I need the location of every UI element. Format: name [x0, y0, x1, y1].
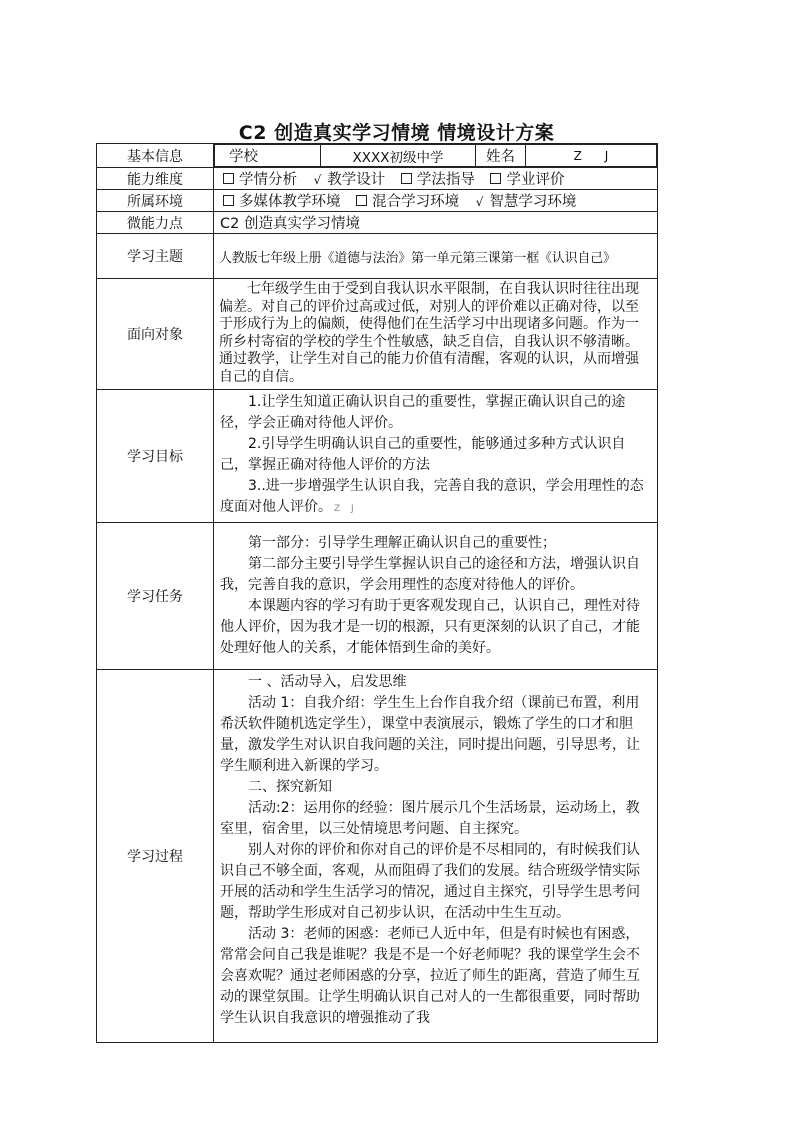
- row-goals: [97, 389, 658, 522]
- row-basic-info: [97, 144, 658, 168]
- row-audience: [97, 279, 658, 390]
- ability-option-evaluation[interactable]: 学业评价: [487, 172, 564, 188]
- process-item: 别人对你的评价和你对自己的评价是不尽相同的，有时候我们认识自己不够全面，客观，从而阻碍了我们的发展。结合班级学情实际开展的活动和学生生活学习的情况，通过自主探究，引导学生思考问题，帮助学生形成对自己初步认识，在活动中生生互动。: [220, 841, 640, 921]
- process-item: 二、探究新知: [248, 778, 332, 795]
- ability-options: [214, 168, 658, 190]
- label-process: 学习过程: [97, 669, 214, 1042]
- ability-option-analysis[interactable]: 学情分析: [220, 172, 297, 188]
- goal-item: 2.引导学生明确认识自己的重要性，能够通过多种方式认识自己，掌握正确对待他人评价的方法: [220, 435, 626, 473]
- row-process: [97, 669, 658, 1042]
- env-option-smart[interactable]: √ 智慧学习环境: [475, 194, 577, 210]
- label-tasks: 学习任务: [97, 522, 214, 669]
- env-option-multimedia[interactable]: 多媒体教学环境: [220, 194, 341, 210]
- name-value: Z J: [526, 145, 657, 167]
- checkbox-unchecked-icon: [401, 173, 412, 184]
- checkbox-unchecked-icon: [223, 173, 234, 184]
- row-topic: [97, 234, 658, 279]
- checkbox-unchecked-icon: [490, 173, 501, 184]
- task-item: 第二部分主要引导学生掌握认识自己的途径和方法，增强认识自我，完善自我的意识，学会用理性的态度对待他人的评价。: [220, 555, 640, 593]
- label-basic-info: 基本信息: [97, 144, 214, 168]
- label-micro-ability: 微能力点: [97, 212, 214, 234]
- process-item: 活动 1：自我介绍：学生生上台作自我介绍（课前已布置，利用希沃软件随机选定学生），课堂中表演展示，锻炼了学生的口才和胆量，激发学生对认识自我问题的关注，同时提出问题，引导思考，让学生顺利进入新课的学习。: [220, 694, 640, 774]
- check-mark-icon: √: [313, 173, 322, 187]
- process-item: 一 、活动导入，启发思维: [248, 673, 407, 690]
- watermark: Z J: [334, 503, 358, 514]
- env-option-blended[interactable]: 混合学习环境: [353, 194, 459, 210]
- checkbox-unchecked-icon: [356, 195, 367, 206]
- goal-item: 1.让学生知道正确认识自己的重要性，掌握正确认识自己的途径，学会正确对待他人评价。: [220, 393, 626, 431]
- label-ability: 能力维度: [97, 168, 214, 190]
- row-micro-ability: [97, 212, 658, 234]
- goal-item: 3..进一步增强学生认识自我，完善自我的意识，学会用理性的态度面对他人评价。 Z J: [220, 477, 644, 515]
- task-item: 第一部分：引导学生理解正确认识自己的重要性；: [248, 534, 556, 551]
- design-table: [96, 143, 658, 1043]
- name-label: 姓名: [476, 145, 526, 167]
- label-audience: 面向对象: [97, 279, 214, 390]
- row-tasks: [97, 522, 658, 669]
- label-goals: 学习目标: [97, 389, 214, 522]
- ability-option-guidance[interactable]: 学法指导: [398, 172, 475, 188]
- ability-option-design[interactable]: √ 教学设计: [313, 172, 386, 188]
- task-item: 本课题内容的学习有助于更客观发现自己，认识自己，理性对待他人评价，因为我才是一切的根源，只有更深刻的认识了自己，才能处理好他人的关系，才能体悟到生命的美好。: [220, 597, 640, 656]
- goals-list: [214, 389, 658, 522]
- row-environment: [97, 190, 658, 212]
- label-topic: 学习主题: [97, 234, 214, 279]
- process-item: 活动:2：运用你的经验：图片展示几个生活场景，运动场上，教室里，宿舍里，以三处情境思考问题、自主探究。: [220, 799, 640, 837]
- school-value: XXXX初级中学: [321, 145, 476, 167]
- micro-ability-value: C2 创造真实学习情境: [214, 212, 658, 234]
- school-label: 学校: [215, 145, 321, 167]
- row-ability: [97, 168, 658, 190]
- checkbox-unchecked-icon: [223, 195, 234, 206]
- basic-info-cell: [214, 144, 658, 168]
- check-mark-icon: √: [475, 195, 484, 209]
- audience-text: 七年级学生由于受到自我认识水平限制，在自我认识时往往出现偏差。对自己的评价过高或过低，对别人的评价难以正确对待，以至于形成行为上的偏颇，使得他们在生活学习中出现诸多问题。作为一所乡村寄宿的学校的学生个性敏感，缺乏自信，自我认识不够清晰。通过教学，让学生对自己的能力价值有清醒，客观的认识，从而增强自己的自信。: [214, 279, 658, 390]
- tasks-list: [214, 522, 658, 669]
- topic-value: 人教版七年级上册《道德与法治》第一单元第三课第一框《认识自己》: [214, 234, 658, 279]
- label-environment: 所属环境: [97, 190, 214, 212]
- environment-options: [214, 190, 658, 212]
- page-title: C2 创造真实学习情境 情境设计方案: [238, 122, 555, 144]
- process-list: [214, 669, 658, 1042]
- process-item: 活动 3：老师的困惑：老师已人近中年，但是有时候也有困惑，常常会问自己我是谁呢？我是不是一个好老师呢？我的课堂学生会不会喜欢呢？通过老师困惑的分享，拉近了师生的距离，营造了师生互动的课堂氛围。让学生明确认识自己对人的一生都很重要，同时帮助学生认识自我意识的增强推动了我: [220, 925, 640, 1026]
